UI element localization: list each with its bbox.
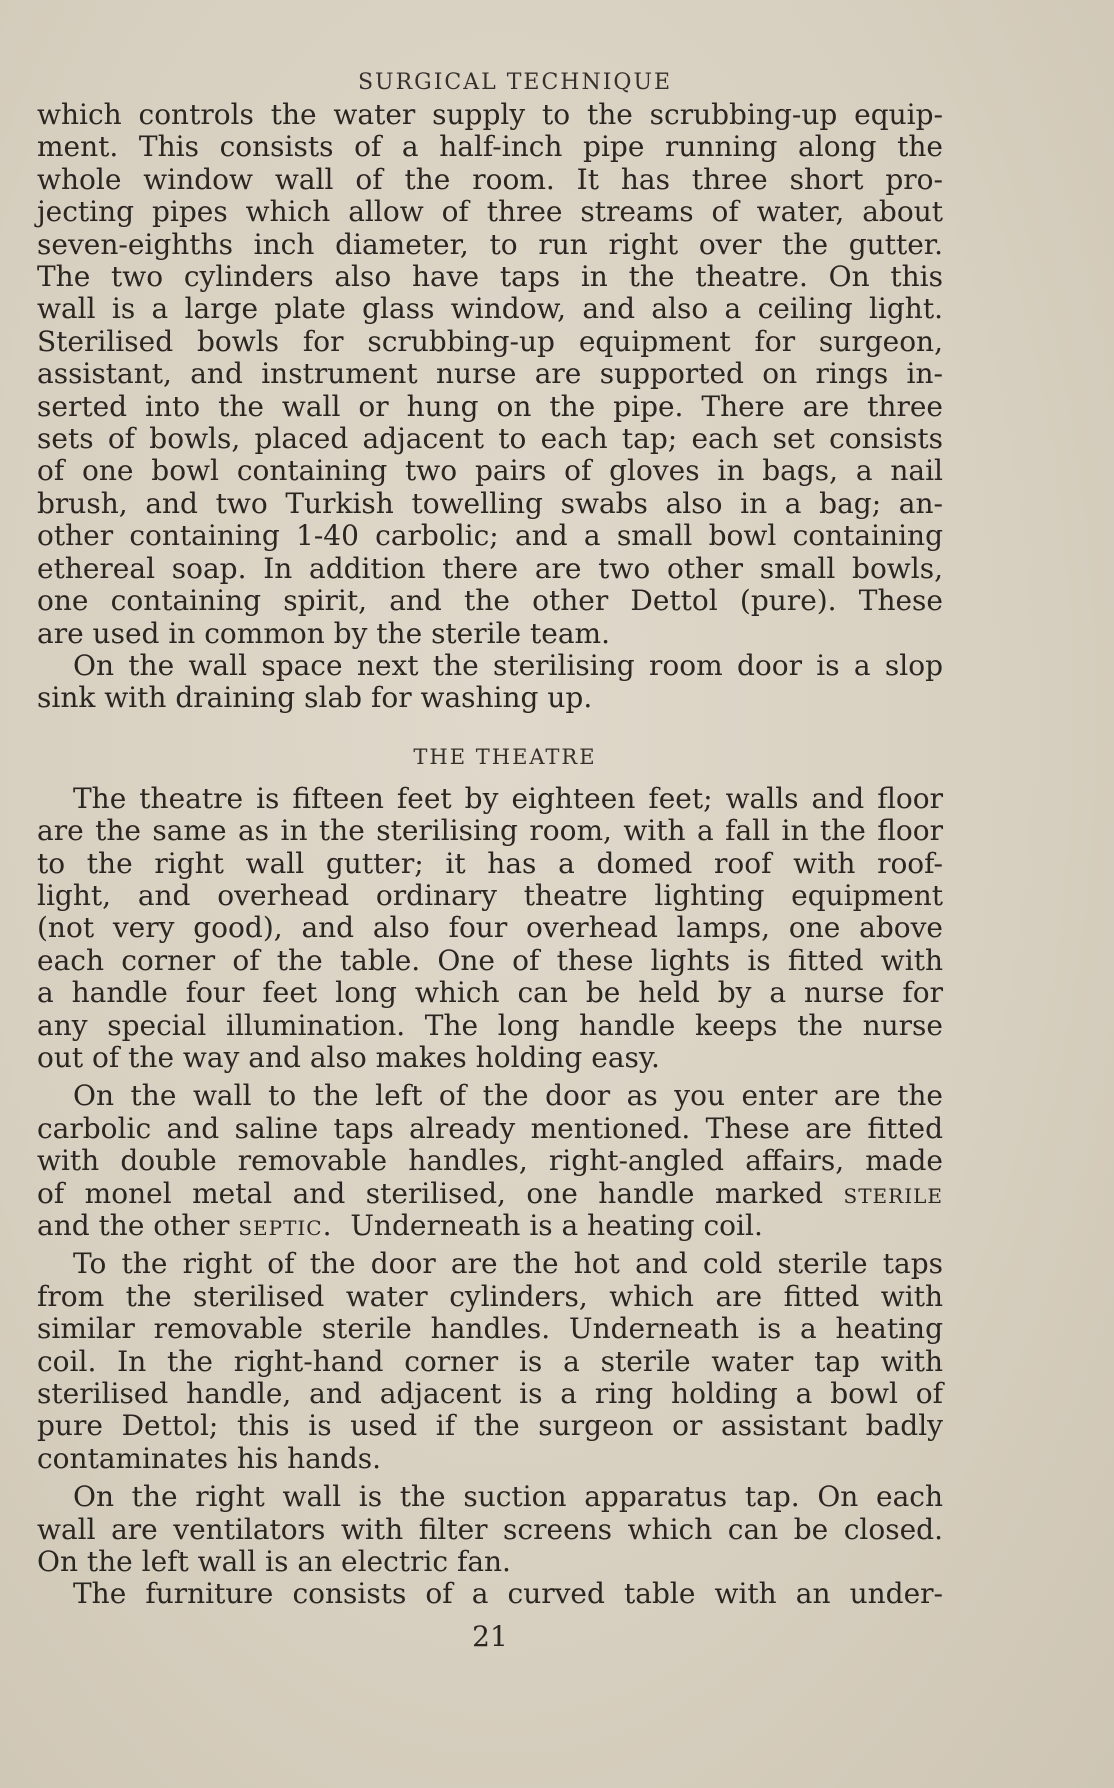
text-line: to the right wall gutter; it has a domed roof with roof-: [37, 846, 943, 880]
text-line: which controls the water supply to the scrubbing-up equip-: [37, 98, 943, 131]
text-line: one containing spirit, and the other Dettol (pure). These: [37, 584, 943, 618]
text-line: carbolic and saline taps already mentioned. These are fitted: [37, 1111, 943, 1145]
text-line: Sterilised bowls for scrubbing-up equipment for surgeon,: [37, 324, 943, 358]
text-line: wall is a large plate glass window, and also a ceiling light.: [37, 292, 943, 326]
text-line: sets of bowls, placed adjacent to each tap; each set consists: [37, 422, 943, 456]
text-line: pure Dettol; this is used if the surgeon or assistant badly: [37, 1409, 943, 1443]
paragraph-right-of-door: [37, 1248, 943, 1475]
text-line: each corner of the table. One of these lights is fitted with: [37, 943, 943, 977]
paragraph-theatre-description: [37, 783, 943, 1075]
book-page: [37, 70, 943, 1611]
paragraph-left-wall-taps: [37, 1080, 943, 1242]
text-line: contaminates his hands.: [37, 1441, 382, 1475]
text-line: out of the way and also makes holding easy.: [37, 1040, 660, 1074]
text-line: On the right wall is the suction apparatus tap. On each: [73, 1480, 943, 1514]
text-line: wall are ventilators with filter screens which can be closed.: [37, 1512, 943, 1546]
paragraph-suction-ventilators: [37, 1481, 943, 1578]
page-number: 21: [472, 1620, 508, 1653]
text-line: brush, and two Turkish towelling swabs also in a bag; an-: [37, 486, 943, 520]
text-line: (not very good), and also four overhead lamps, one above: [37, 911, 943, 945]
text-line: other containing 1-40 carbolic; and a small bowl containing: [37, 519, 943, 553]
section-heading: THE THEATRE: [413, 744, 597, 769]
septic-label: septic.: [238, 1209, 333, 1242]
running-title: SURGICAL TECHNIQUE: [357, 70, 673, 95]
text-line: assistant, and instrument nurse are supported on rings in-: [37, 357, 943, 391]
text-line: from the sterilised water cylinders, which are fitted with: [37, 1279, 943, 1313]
line-text: of monel metal and sterilised, one handle marked: [37, 1176, 824, 1210]
text-line: serted into the wall or hung on the pipe. There are three: [37, 389, 943, 423]
text-line: of one bowl containing two pairs of gloves in bags, a nail: [37, 454, 943, 488]
text-line: To the right of the door are the hot and cold sterile taps: [73, 1247, 943, 1281]
text-line: sterilised handle, and adjacent is a ring holding a bowl of: [37, 1377, 943, 1411]
text-line: On the left wall is an electric fan.: [37, 1545, 511, 1579]
text-line: ethereal soap. In addition there are two other small bowls,: [37, 551, 943, 585]
text-line: The two cylinders also have taps in the theatre. On this: [37, 260, 943, 294]
text-line: [37, 1178, 943, 1210]
line-text: Underneath is a heating coil.: [350, 1209, 763, 1242]
text-line: with double removable handles, right-angled affairs, made: [37, 1144, 943, 1178]
text-line: coil. In the right-hand corner is a sterile water tap with: [37, 1344, 943, 1378]
text-line: ment. This consists of a half-inch pipe running along the: [37, 130, 943, 164]
paragraph-scrubbing-equipment: [37, 99, 943, 650]
text-line: On the wall space next the sterilising room door is a slop: [73, 648, 943, 682]
sterile-label: sterile: [843, 1176, 943, 1210]
text-line: The theatre is fifteen feet by eighteen feet; walls and floor: [73, 781, 943, 815]
text-line: are the same as in the sterilising room, with a fall in the floor: [37, 814, 943, 848]
text-line: [37, 1210, 943, 1242]
text-line: sink with draining slab for washing up.: [37, 681, 593, 715]
text-line: jecting pipes which allow of three streams of water, about: [37, 195, 943, 229]
text-line: are used in common by the sterile team.: [37, 616, 610, 650]
paragraph-furniture: [37, 1578, 943, 1610]
paragraph-slop-sink: [37, 650, 943, 715]
text-line: a handle four feet long which can be held by a nurse for: [37, 976, 943, 1010]
text-line: seven-eighths inch diameter, to run right over the gutter.: [37, 227, 943, 261]
text-line: whole window wall of the room. It has three short pro-: [37, 162, 943, 196]
text-line: light, and overhead ordinary theatre lighting equipment: [37, 878, 943, 912]
text-line: any special illumination. The long handle keeps the nurse: [37, 1008, 943, 1042]
text-line: similar removable sterile handles. Underneath is a heating: [37, 1312, 943, 1346]
text-line: The furniture consists of a curved table with an under-: [73, 1577, 943, 1611]
text-line: On the wall to the left of the door as you enter are the: [73, 1079, 943, 1113]
line-text: and the other: [37, 1209, 230, 1242]
